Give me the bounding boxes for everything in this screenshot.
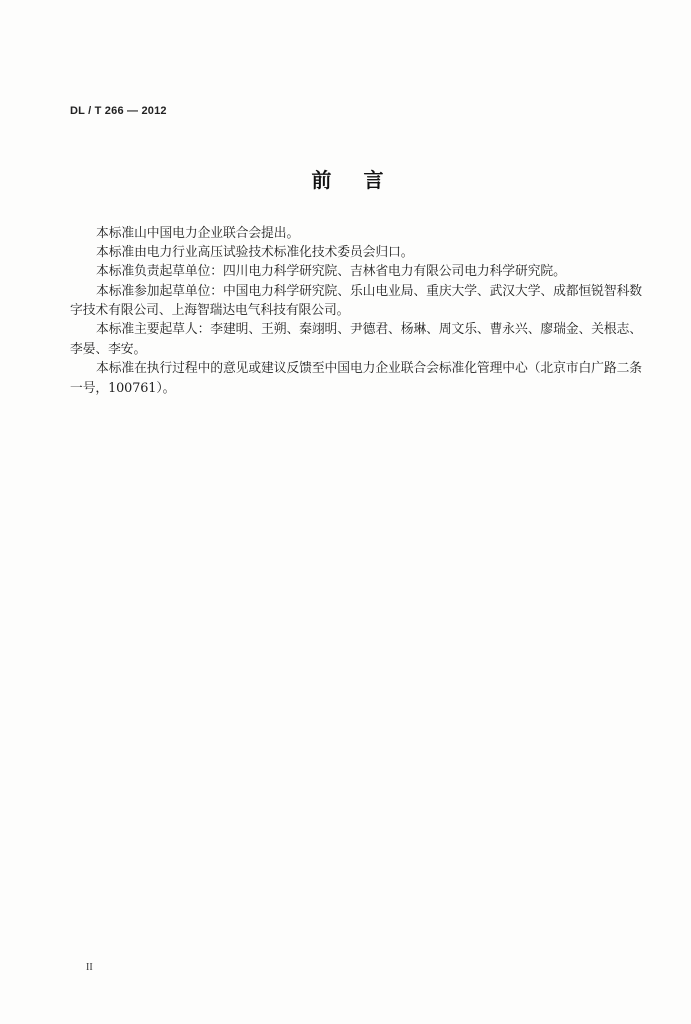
page-number: II bbox=[86, 962, 93, 973]
paragraph-line: 本标准由电力行业高压试验技术标准化技术委员会归口。 bbox=[96, 245, 414, 260]
paragraph-line: 本标准在执行过程中的意见或建议反馈至中国电力企业联合会标准化管理中心（北京市白广路二条 bbox=[96, 361, 642, 376]
paragraph-line: 字技术有限公司、上海智瑞达电气科技有限公司。 bbox=[70, 303, 350, 318]
paragraph-line: 李晏、李安。 bbox=[70, 342, 147, 357]
paragraph-line: 本标准山中国电力企业联合会提出。 bbox=[96, 226, 300, 241]
paragraph-line: 本标准负责起草单位：四川电力科学研究院、吉林省电力有限公司电力科学研究院。 bbox=[96, 264, 566, 279]
paragraph-line: 本标准主要起草人：李建明、王朔、秦翊明、尹德君、杨琳、周文乐、曹永兴、廖瑞金、关根志、 bbox=[96, 322, 642, 337]
paragraph-line: 一号，100761）。 bbox=[70, 381, 176, 396]
page-title: 前 言 bbox=[311, 168, 390, 192]
standard-code-header: DL / T 266 — 2012 bbox=[70, 105, 167, 117]
paragraph-line: 本标准参加起草单位：中国电力科学研究院、乐山电业局、重庆大学、武汉大学、成都恒锐智科数 bbox=[96, 284, 642, 299]
